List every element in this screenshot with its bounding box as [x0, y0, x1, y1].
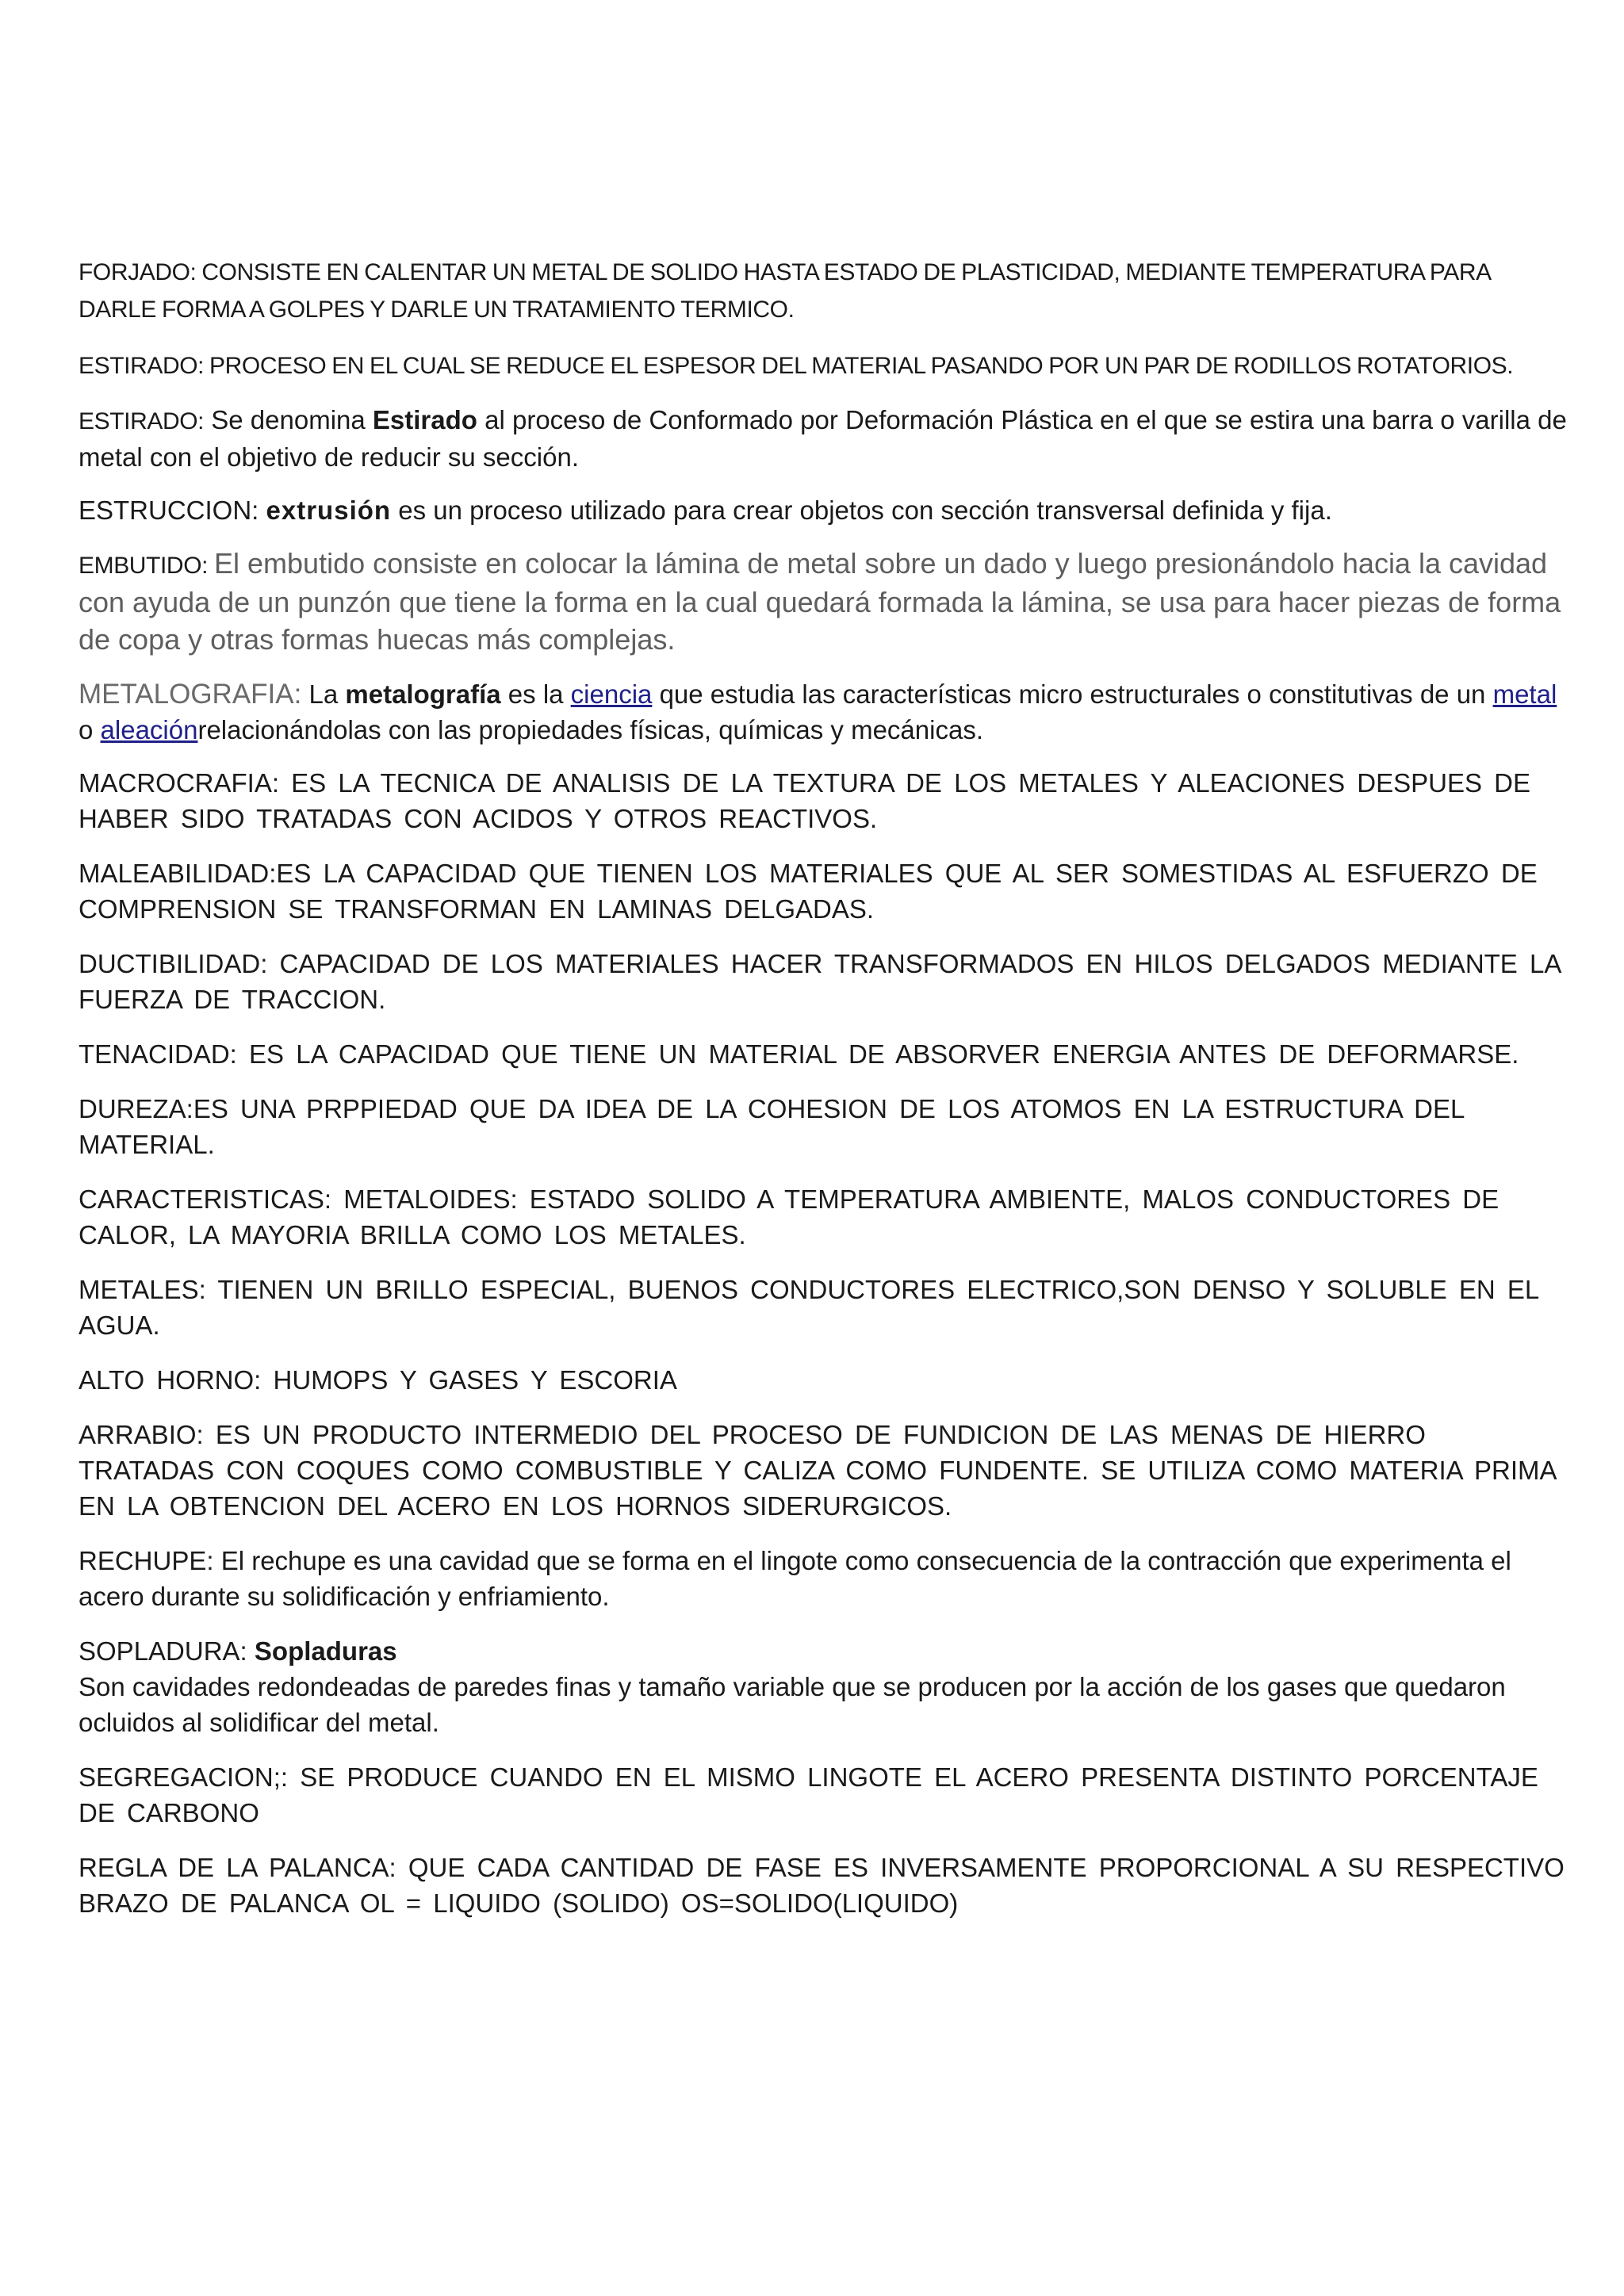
paragraph-rechupe	[79, 1543, 1569, 1614]
term-label: EMBUTIDO:	[79, 553, 215, 579]
paragraph-estirado-2	[79, 402, 1569, 475]
paragraph-sopladura	[79, 1633, 1569, 1740]
bold-term: extrusión	[266, 496, 392, 525]
text-segment: La	[301, 679, 346, 709]
link-ciencia[interactable]: ciencia	[570, 679, 653, 709]
paragraph-caracteristicas: CARACTERISTICAS: METALOIDES: ESTADO SOLIDO A TEMPERATURA AMBIENTE, MALOS CONDUCTORES DE CALOR, LA MAYORIA BRILLA COMO LOS METALES.	[79, 1184, 1500, 1249]
term-label: ESTIRADO:	[79, 408, 205, 434]
paragraph-dureza: DUREZA:ES UNA PRPPIEDAD QUE DA IDEA DE LA COHESION DE LOS ATOMOS EN LA ESTRUCTURA DEL MATERIAL.	[79, 1094, 1465, 1159]
paragraph-metales: METALES: TIENEN UN BRILLO ESPECIAL, BUENOS CONDUCTORES ELECTRICO,SON DENSO Y SOLUBLE EN EL AGUA.	[79, 1275, 1539, 1340]
text-segment: es la	[500, 679, 571, 709]
term-label: ESTRUCCION:	[79, 496, 266, 525]
term-label: METALOGRAFIA:	[79, 679, 302, 710]
bold-term: Estirado	[372, 405, 477, 434]
bold-term: metalografía	[345, 679, 501, 709]
paragraph-ductibilidad: DUCTIBILIDAD: CAPACIDAD DE LOS MATERIALES HACER TRANSFORMADOS EN HILOS DELGADOS MEDIANTE LA FUERZA DE TRACCION.	[79, 949, 1561, 1014]
sopladura-heading	[79, 1633, 1569, 1669]
paragraph-regla-palanca: REGLA DE LA PALANCA: QUE CADA CANTIDAD DE FASE ES INVERSAMENTE PROPORCIONAL A SU RESPECTIVO BRAZO DE PALANCA OL = LIQUIDO (SOLIDO) OS=SOLIDO(LIQUIDO)	[79, 1853, 1565, 1918]
paragraph-segregacion: SEGREGACION;: SE PRODUCE CUANDO EN EL MISMO LINGOTE EL ACERO PRESENTA DISTINTO PORCENTAJE DE CARBONO	[79, 1762, 1538, 1827]
paragraph-embutido	[79, 545, 1569, 659]
paragraph-estirado-1: ESTIRADO: PROCESO EN EL CUAL SE REDUCE EL ESPESOR DEL MATERIAL PASANDO POR UN PAR DE RODILLOS ROTATORIOS.	[79, 353, 1514, 379]
text-segment: es un proceso utilizado para crear objetos con sección transversal definida y fija.	[391, 496, 1332, 525]
link-metal[interactable]: metal	[1492, 679, 1557, 709]
text-segment: El rechupe es una cavidad que se forma en el lingote como consecuencia de la contracción que experimenta el acero durante su solidificación y enfriamiento.	[79, 1546, 1511, 1611]
text-segment: al proceso de Conformado por Deformación Plástica en el que se estira una barra o varilla de metal con el objetivo de reducir su sección.	[79, 405, 1567, 472]
paragraph-alto-horno: ALTO HORNO: HUMOPS Y GASES Y ESCORIA	[79, 1365, 677, 1395]
paragraph-maleabilidad: MALEABILIDAD:ES LA CAPACIDAD QUE TIENEN LOS MATERIALES QUE AL SER SOMESTIDAS AL ESFUERZO DE COMPRENSION SE TRANSFORMAN EN LAMINAS DELGADAS.	[79, 859, 1538, 924]
text-segment: Se denomina	[204, 405, 373, 434]
paragraph-estruccion	[79, 492, 1569, 528]
text-segment: que estudia las características micro estructurales o constitutivas de un	[652, 679, 1493, 709]
paragraph-metalografia	[79, 676, 1569, 748]
bold-term: Sopladuras	[254, 1636, 397, 1666]
paragraph-tenacidad: TENACIDAD: ES LA CAPACIDAD QUE TIENE UN MATERIAL DE ABSORVER ENERGIA ANTES DE DEFORMARSE.	[79, 1039, 1519, 1069]
document-page	[79, 254, 1569, 1940]
paragraph-forjado: FORJADO: CONSISTE EN CALENTAR UN METAL DE SOLIDO HASTA ESTADO DE PLASTICIDAD, MEDIANTE TEMPERATURA PARA DARLE FORMA A GOLPES Y DARLE UN TRATAMIENTO TERMICO.	[79, 259, 1491, 323]
term-label: SOPLADURA:	[79, 1636, 255, 1666]
paragraph-arrabio: ARRABIO: ES UN PRODUCTO INTERMEDIO DEL PROCESO DE FUNDICION DE LAS MENAS DE HIERRO TRATADAS CON COQUES COMO COMBUSTIBLE Y CALIZA COMO FUNDENTE. SE UTILIZA COMO MATERIA PRIMA EN LA OBTENCION DEL ACERO EN LOS HORNOS SIDERURGICOS.	[79, 1420, 1556, 1521]
text-segment: o	[79, 715, 101, 744]
text-segment: relacionándolas con las propiedades físicas, químicas y mecánicas.	[197, 715, 983, 744]
paragraph-macrocrafia: MACROCRAFIA: ES LA TECNICA DE ANALISIS DE LA TEXTURA DE LOS METALES Y ALEACIONES DESPUES DE HABER SIDO TRATADAS CON ACIDOS Y OTROS REACTIVOS.	[79, 768, 1531, 833]
text-segment: El embutido consiste en colocar la lámina de metal sobre un dado y luego presionándolo hacia la cavidad con ayuda de un punzón que tiene la forma en la cual quedará formada la lámina, se usa para hacer piezas de forma de copa y otras formas huecas más complejas.	[79, 547, 1561, 656]
sopladura-body: Son cavidades redondeadas de paredes finas y tamaño variable que se producen por la acción de los gases que quedaron ocluidos al solidificar del metal.	[79, 1672, 1506, 1737]
term-label: RECHUPE:	[79, 1546, 214, 1575]
link-aleacion[interactable]: aleación	[100, 715, 198, 744]
